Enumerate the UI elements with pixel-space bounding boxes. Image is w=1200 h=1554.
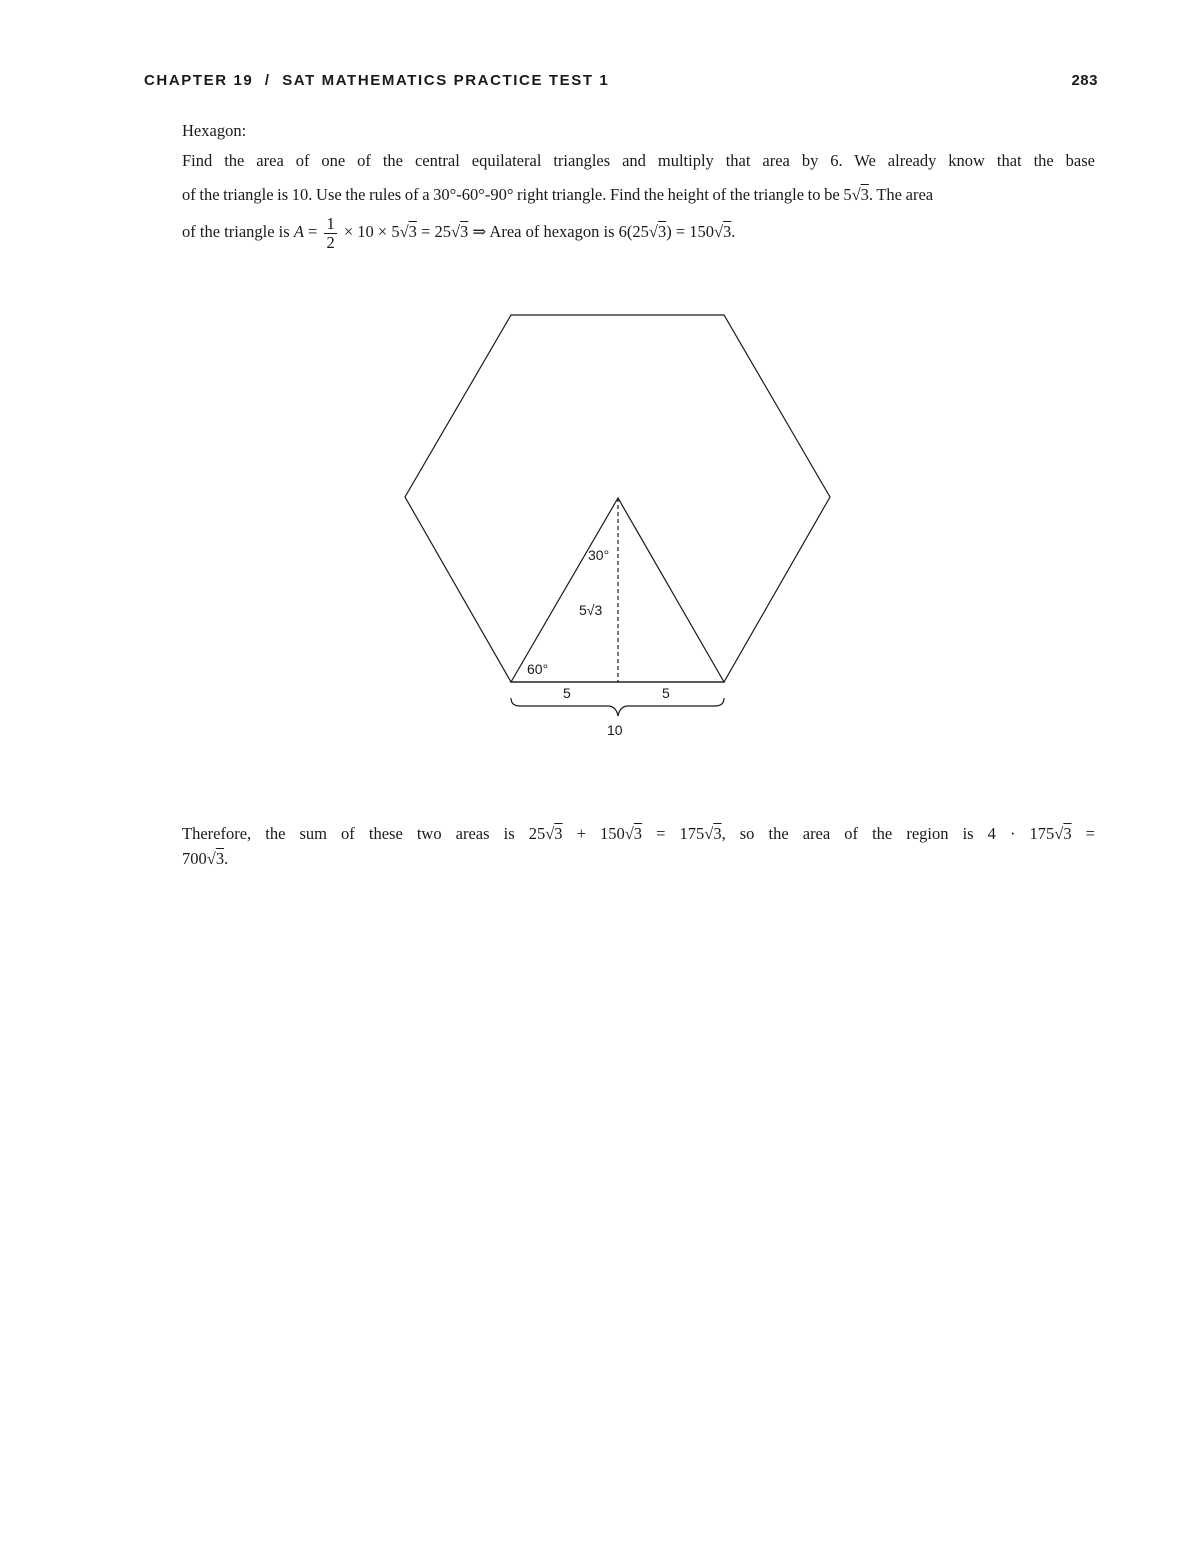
line2-radicand: 3 — [860, 185, 869, 204]
fraction-numerator: 1 — [326, 213, 335, 233]
line1-text: Find the area of one of the central equilateral triangles and multiply that area by 6. We already know that the base — [182, 151, 1095, 170]
line3-text-a: of the triangle is — [182, 222, 294, 241]
conclusion-radicand-4: 3 — [1063, 824, 1072, 843]
angle-label-30: 30° — [588, 547, 610, 563]
conclusion-line-1 — [182, 824, 1095, 844]
page-number: 283 — [1071, 72, 1098, 89]
line3-radicand-3: 3 — [657, 222, 667, 241]
line2-text-b: . The area — [868, 185, 934, 204]
line3-text-b: × 10 × 5√ — [339, 222, 409, 241]
line3-radicand-2: 3 — [460, 222, 469, 241]
conclusion-text-c: = 175√ — [642, 824, 714, 843]
base-total-label: 10 — [607, 722, 623, 738]
fraction-denominator: 2 — [326, 232, 335, 252]
half-base-label-left: 5 — [563, 685, 571, 701]
conclusion-text-d: , so the area of the region is 4 · 175√ — [721, 824, 1064, 843]
angle-label-60: 60° — [527, 661, 549, 677]
heading-text: Hexagon: — [182, 121, 247, 140]
chapter-title: CHAPTER 19 / SAT MATHEMATICS PRACTICE TEST 1 — [144, 72, 610, 89]
line3-text-c: = 25√ — [416, 222, 461, 241]
line3-radicand-1: 3 — [408, 222, 417, 241]
base-brace — [511, 698, 724, 716]
line3-text-d: ⇒ Area of hexagon is 6(25√ — [468, 222, 658, 241]
hexagon-figure — [0, 0, 1200, 760]
half-base-label-right: 5 — [662, 685, 670, 701]
conclusion2-text-b: . — [224, 849, 229, 868]
height-label: 5√3 — [579, 602, 603, 618]
line3-equals: = — [303, 222, 322, 241]
conclusion-line-1-content — [182, 824, 1095, 843]
line2-text-a: of the triangle is 10. Use the rules of a 30°-60°-90° right triangle. Find the height of the triangle to be 5√ — [182, 185, 861, 204]
conclusion-text-b: + 150√ — [562, 824, 634, 843]
area-variable: A — [293, 222, 304, 241]
line3-text-f: . — [731, 222, 736, 241]
conclusion-radicand-3: 3 — [713, 824, 722, 843]
conclusion-text-e: = — [1071, 824, 1095, 843]
conclusion-text-a: Therefore, the sum of these two areas is 25√ — [182, 824, 555, 843]
line3-radicand-4: 3 — [723, 222, 732, 241]
conclusion2-radicand: 3 — [215, 849, 225, 868]
conclusion2-text-a: 700√ — [182, 849, 216, 868]
conclusion-radicand-1: 3 — [554, 824, 563, 843]
line3-text-e: ) = 150√ — [666, 222, 724, 241]
conclusion-radicand-2: 3 — [633, 824, 643, 843]
conclusion-line-2 — [182, 849, 1095, 869]
